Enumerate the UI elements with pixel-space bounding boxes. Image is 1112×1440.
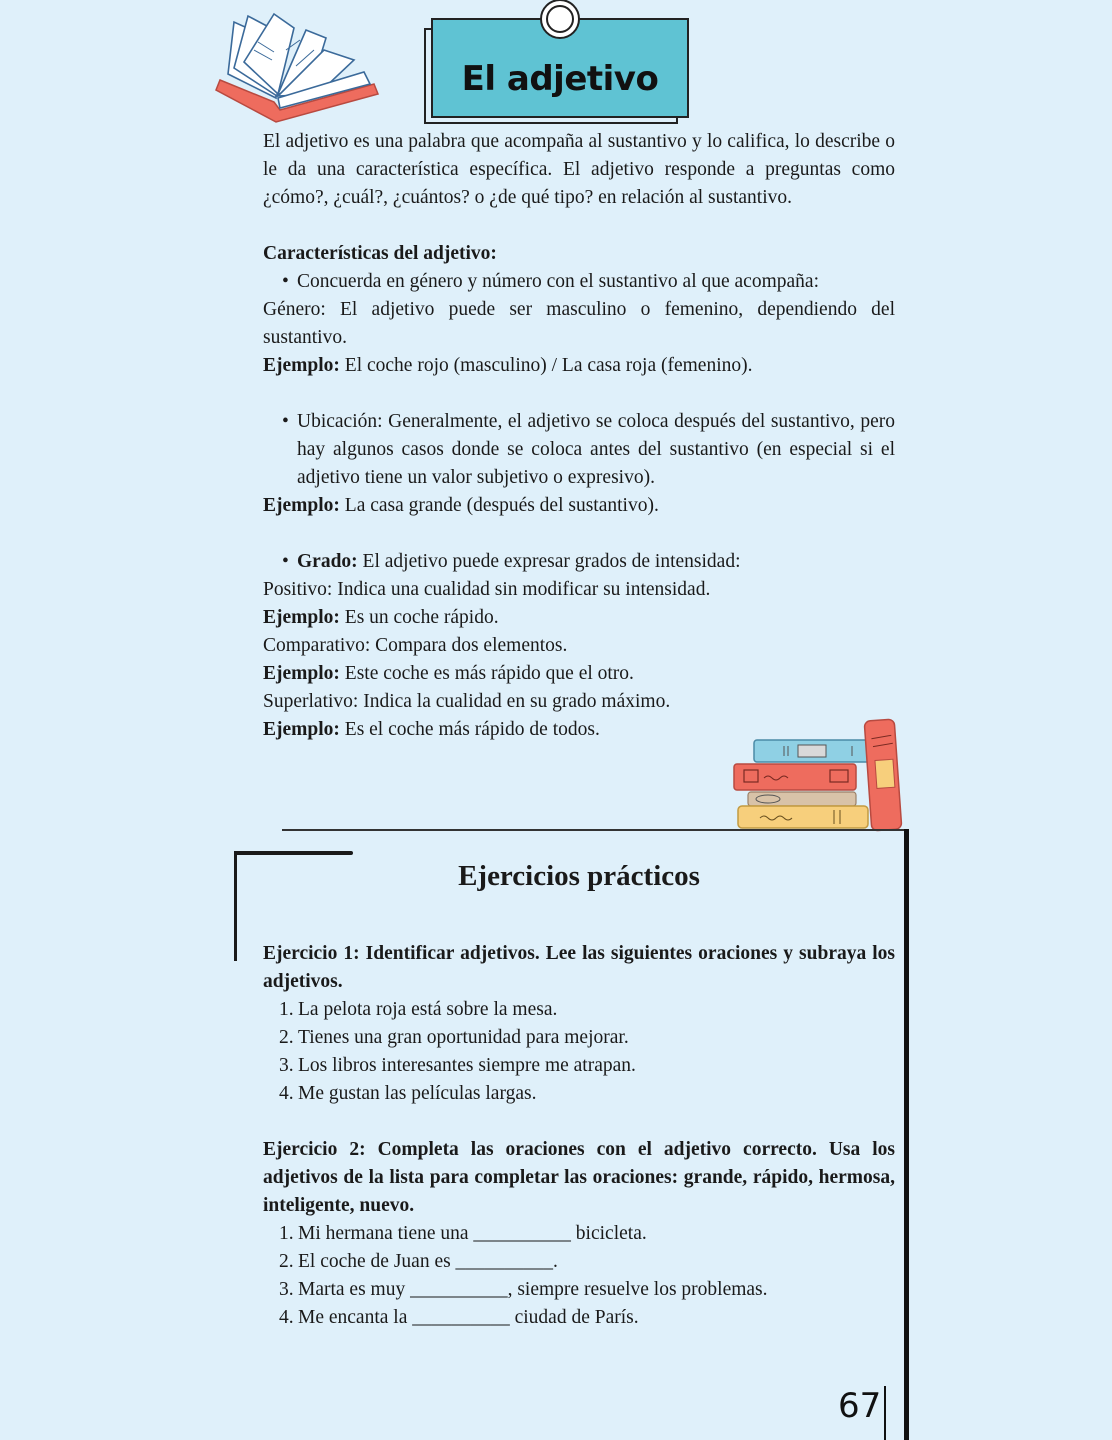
- corner-bracket-vertical: [234, 851, 237, 961]
- item-text: Los libros interesantes siempre me atrapan.: [298, 1055, 636, 1076]
- ejemplo-label: Ejemplo:: [263, 663, 340, 684]
- item-number: 4.: [279, 1307, 294, 1328]
- example-positivo: [263, 604, 895, 632]
- ejemplo-label: Ejemplo:: [263, 495, 340, 516]
- item-number: 2.: [279, 1251, 294, 1272]
- frame-right-line: [904, 829, 909, 1440]
- example-ubicacion: [263, 492, 895, 520]
- item-text: El coche de Juan es __________.: [298, 1251, 558, 1272]
- exercise-1-heading: [263, 940, 895, 996]
- genero-text: Género: El adjetivo puede ser masculino o femenino, dependiendo del sustantivo.: [263, 299, 895, 348]
- exercise-2-heading: [263, 1136, 895, 1220]
- grado-label: Grado:: [297, 551, 358, 572]
- exercise-2-heading-text: Ejercicio 2: Completa las oraciones con el adjetivo correcto. Usa los adjetivos de la lista para completar las oraciones: grande, rápido, hermosa, inteligente, nuevo.: [263, 1139, 895, 1216]
- positivo-text: Positivo: Indica una cualidad sin modificar su intensidad.: [263, 579, 711, 600]
- ejemplo-label: Ejemplo:: [263, 719, 340, 740]
- exercise-1-list: [263, 996, 895, 1108]
- intro-paragraph: El adjetivo es una palabra que acompaña al sustantivo y lo califica, lo describe o le da una característica específica. El adjetivo responde a preguntas como ¿cómo?, ¿cuál?, ¿cuántos? o ¿de qué tipo? en relación al sustantivo.: [263, 131, 895, 208]
- item-text: Mi hermana tiene una __________ bicicleta.: [298, 1223, 647, 1244]
- item-text: Tienes una gran oportunidad para mejorar.: [298, 1027, 629, 1048]
- comparativo-text: Comparativo: Compara dos elementos.: [263, 635, 568, 656]
- bullet-ubicacion: • Ubicación: Generalmente, el adjetivo se coloca después del sustantivo, pero hay algunos casos donde se coloca antes del sustantivo (en especial si el adjetivo tiene un valor subjetivo o expresivo).: [263, 408, 895, 492]
- frame-top-line: [282, 829, 909, 831]
- example-text: El coche rojo (masculino) / La casa roja (femenino).: [339, 355, 753, 376]
- list-item: [263, 1080, 895, 1108]
- page-number: 67: [838, 1386, 882, 1426]
- item-number: 4.: [279, 1083, 294, 1104]
- example-text: Este coche es más rápido que el otro.: [339, 663, 634, 684]
- exercises-title: Ejercicios prácticos: [458, 860, 700, 892]
- grado-text: El adjetivo puede expresar grados de intensidad:: [357, 551, 741, 572]
- bullet-grado: [263, 548, 895, 576]
- characteristics-heading-text: Características del adjetivo:: [263, 243, 497, 264]
- item-number: 1.: [279, 1223, 294, 1244]
- example-text: Es un coche rápido.: [339, 607, 499, 628]
- item-number: 1.: [279, 999, 294, 1020]
- open-book-illustration: [214, 10, 384, 130]
- exercise-2-list: [263, 1220, 895, 1332]
- item-number: 2.: [279, 1027, 294, 1048]
- list-item: [263, 1276, 895, 1304]
- characteristics-heading: [263, 240, 895, 268]
- item-number: 3.: [279, 1279, 294, 1300]
- theory-section: [263, 128, 895, 744]
- ejemplo-label: Ejemplo:: [263, 355, 340, 376]
- item-number: 3.: [279, 1055, 294, 1076]
- item-text: Me encanta la __________ ciudad de París.: [298, 1307, 639, 1328]
- bullet-concordancia: • Concuerda en género y número con el sustantivo al que acompaña:: [263, 268, 895, 296]
- example-text: La casa grande (después del sustantivo).: [339, 495, 659, 516]
- books-stack-illustration: [730, 716, 915, 836]
- item-text: Marta es muy __________, siempre resuelve los problemas.: [298, 1279, 768, 1300]
- ejemplo-label: Ejemplo:: [263, 607, 340, 628]
- exercise-1-heading-text: Ejercicio 1: Identificar adjetivos. Lee las siguientes oraciones y subraya los adjetivos.: [263, 943, 895, 992]
- item-text: Me gustan las películas largas.: [298, 1083, 537, 1104]
- pin-icon: [535, 0, 585, 42]
- item-text: La pelota roja está sobre la mesa.: [298, 999, 558, 1020]
- page-title: El adjetivo: [461, 59, 659, 99]
- list-item: [263, 1220, 895, 1248]
- list-item: [263, 1248, 895, 1276]
- example-text: Es el coche más rápido de todos.: [339, 719, 600, 740]
- list-item: [263, 996, 895, 1024]
- page-number-divider: [884, 1386, 886, 1440]
- example-concordancia: [263, 352, 895, 380]
- exercises-section: [263, 940, 895, 1332]
- superlativo-text: Superlativo: Indica la cualidad en su grado máximo.: [263, 691, 671, 712]
- list-item: [263, 1024, 895, 1052]
- list-item: [263, 1052, 895, 1080]
- list-item: [263, 1304, 895, 1332]
- example-comparativo: [263, 660, 895, 688]
